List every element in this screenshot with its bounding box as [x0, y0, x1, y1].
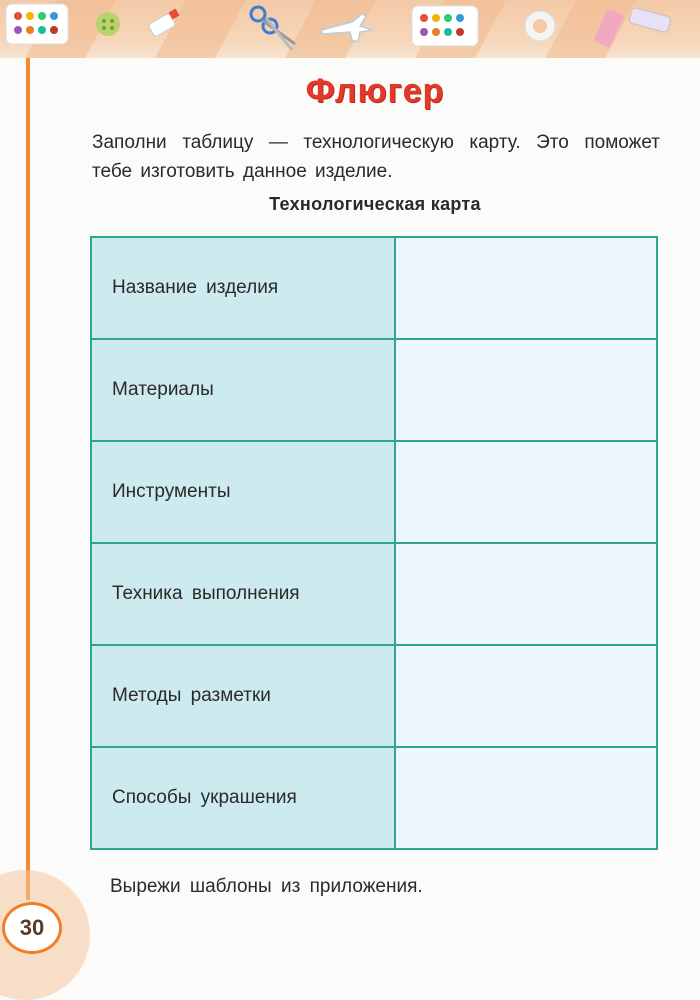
page-number: 30	[19, 915, 45, 940]
glue-stick-icon	[593, 7, 671, 48]
technology-map-table	[90, 236, 658, 850]
table-row	[91, 645, 657, 747]
table-row	[91, 237, 657, 339]
table-row	[91, 543, 657, 645]
paint-palette-icon	[412, 6, 478, 46]
page-number-badge	[2, 902, 62, 954]
answer-cell[interactable]	[395, 237, 657, 339]
button-icon	[96, 12, 120, 36]
row-label: Способы украшения	[91, 747, 395, 849]
page-margin-line	[26, 58, 30, 900]
table-title: Технологическая карта	[269, 194, 481, 214]
page-title: Флюгер	[305, 72, 445, 110]
tape-roll-icon	[525, 11, 555, 41]
answer-cell[interactable]	[395, 339, 657, 441]
answer-cell[interactable]	[395, 543, 657, 645]
row-label: Техника выполнения	[91, 543, 395, 645]
row-label: Материалы	[91, 339, 395, 441]
row-label: Название изделия	[91, 237, 395, 339]
table-row	[91, 339, 657, 441]
task-instruction: Заполни таблицу — технологическую карту. Это поможет тебе изготовить данное изделие.	[92, 132, 660, 182]
row-label: Инструменты	[91, 441, 395, 543]
airplane-icon	[322, 14, 372, 42]
decorative-banner	[0, 0, 700, 58]
answer-cell[interactable]	[395, 747, 657, 849]
footer-instruction: Вырежи шаблоны из приложения.	[110, 876, 423, 897]
scissors-icon	[251, 7, 295, 50]
answer-cell[interactable]	[395, 645, 657, 747]
table-row	[91, 441, 657, 543]
glue-tube-icon	[148, 9, 179, 38]
table-row	[91, 747, 657, 849]
answer-cell[interactable]	[395, 441, 657, 543]
row-label: Методы разметки	[91, 645, 395, 747]
paint-palette-icon	[6, 4, 68, 44]
